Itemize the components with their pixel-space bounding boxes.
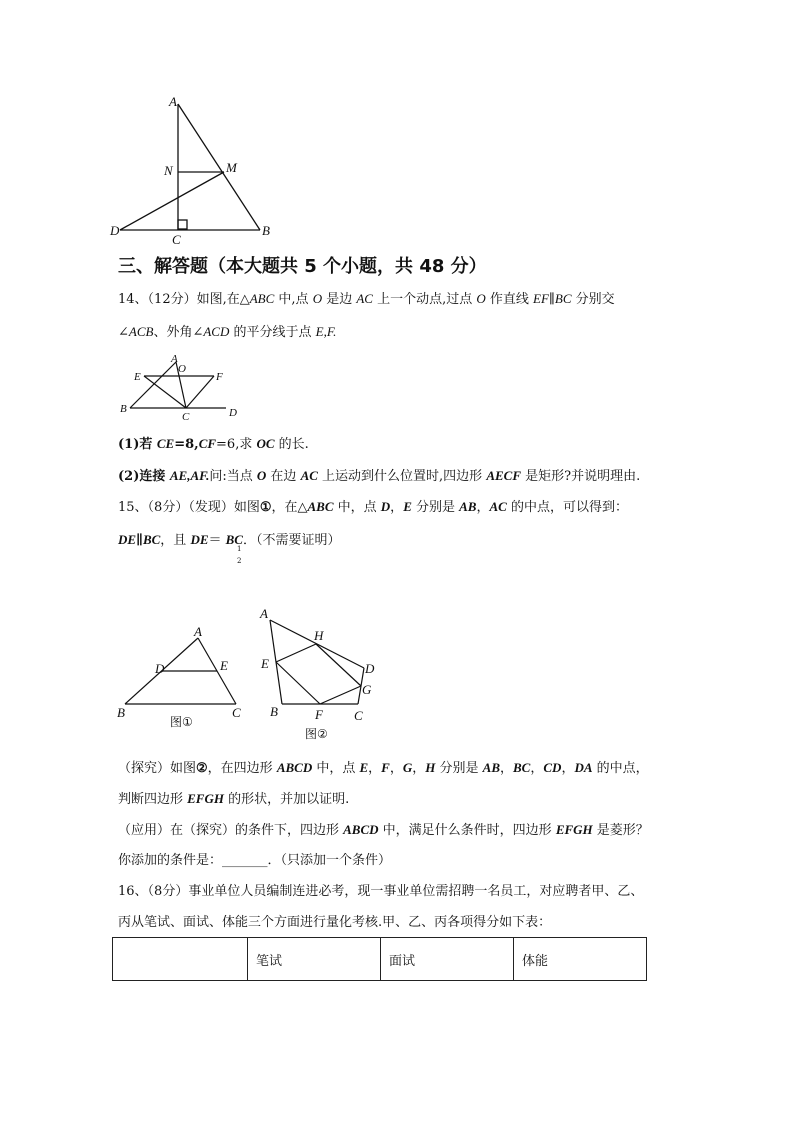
label-m: M: [226, 160, 237, 175]
q15-explore-line2: 判断四边形 EFGH 的形状，并加以证明.: [118, 791, 350, 807]
fig2-label-e: E: [261, 656, 269, 671]
figure-q15-1: [112, 620, 252, 732]
fig2-caption: 图②: [305, 727, 328, 741]
fig1-label-b: B: [117, 705, 125, 720]
fig1-label-a: A: [194, 624, 202, 639]
fig2-label-a: A: [260, 606, 268, 621]
fig1-label-e: E: [220, 658, 228, 673]
q15-apply-line: （应用）在（探究）的条件下，四边形 ABCD 中，满足什么条件时，四边形 EFGH 是菱形？: [118, 822, 649, 838]
label-c: C: [172, 232, 181, 247]
q16-line1: 16、（8分）事业单位人员编制连进必考，现一事业单位需招聘一名员工，对应聘者甲、乙、: [118, 884, 644, 899]
figure-q15-2: [256, 602, 386, 744]
fig1-label-c: C: [232, 705, 241, 720]
fig2-label-c: C: [354, 708, 363, 723]
q14-part2: (2)连接 AE,AF.问:当点 O 在边 AC 上运动到什么位置时,四边形 AECF 是矩形?并说明理由.: [118, 468, 641, 484]
label-a: A: [169, 94, 177, 109]
fig2-label-h: H: [314, 628, 324, 643]
fraction-denominator: 2: [237, 557, 242, 565]
q16-line2: 丙从笔试、面试、体能三个方面进行量化考核.甲、乙、丙各项得分如下表：: [118, 915, 552, 930]
q14-label-b: B: [120, 403, 127, 415]
q14-line2: ∠ACB、外角∠ACD 的平分线于点 E,F.: [118, 324, 337, 340]
label-b: B: [262, 223, 270, 238]
score-table: [112, 937, 647, 981]
q15-answer-line: 你添加的条件是：_______．（只添加一个条件）: [118, 853, 392, 868]
fig1-caption: 图①: [170, 715, 193, 729]
label-n: N: [164, 163, 173, 178]
q14-part1: (1)若 CE=8,CF=6,求 OC 的长.: [118, 436, 309, 452]
table-header-cell: 体能: [514, 938, 647, 981]
q14-label-o: O: [178, 363, 186, 375]
fig2-label-g: G: [362, 682, 372, 697]
q14-line1: 14、（12分）如图,在△ABC 中,点 O 是边 AC 上一个动点,过点 O 作直线 EF∥BC 分别交: [118, 291, 615, 307]
fig2-label-f: F: [315, 707, 323, 722]
table-header-cell: [113, 938, 248, 981]
q15-explore-line1: （探究）如图②，在四边形 ABCD 中，点 E，F，G，H 分别是 AB，BC，CD，DA 的中点，: [118, 760, 649, 776]
table-header-cell: 面试: [381, 938, 514, 981]
q14-label-f: F: [216, 371, 223, 383]
section-title: 三、解答题（本大题共 5 个小题，共 48 分）: [118, 256, 487, 277]
answer-blank[interactable]: _______: [222, 853, 268, 868]
fig2-label-d: D: [365, 661, 375, 676]
q14-label-c: C: [182, 411, 190, 423]
figure-triangle-adb: [110, 92, 290, 247]
figure-q14: [116, 352, 246, 424]
q15-line2: DE∥BC，且 DE＝ BC．（不需要证明）: [118, 532, 341, 548]
table-header-cell: 笔试: [248, 938, 381, 981]
label-d: D: [110, 223, 120, 238]
fraction-numerator: 1: [237, 545, 242, 553]
q15-line1: 15、（8分）（发现）如图①，在△ABC 中，点 D，E 分别是 AB，AC 的中点，可以得到：: [118, 499, 628, 515]
table-header-row: [113, 938, 647, 981]
fig2-label-b: B: [270, 704, 278, 719]
q14-label-e: E: [134, 371, 141, 383]
q14-label-a: A: [171, 353, 178, 365]
fig1-label-d: D: [155, 661, 165, 676]
q14-label-d: D: [229, 407, 237, 419]
